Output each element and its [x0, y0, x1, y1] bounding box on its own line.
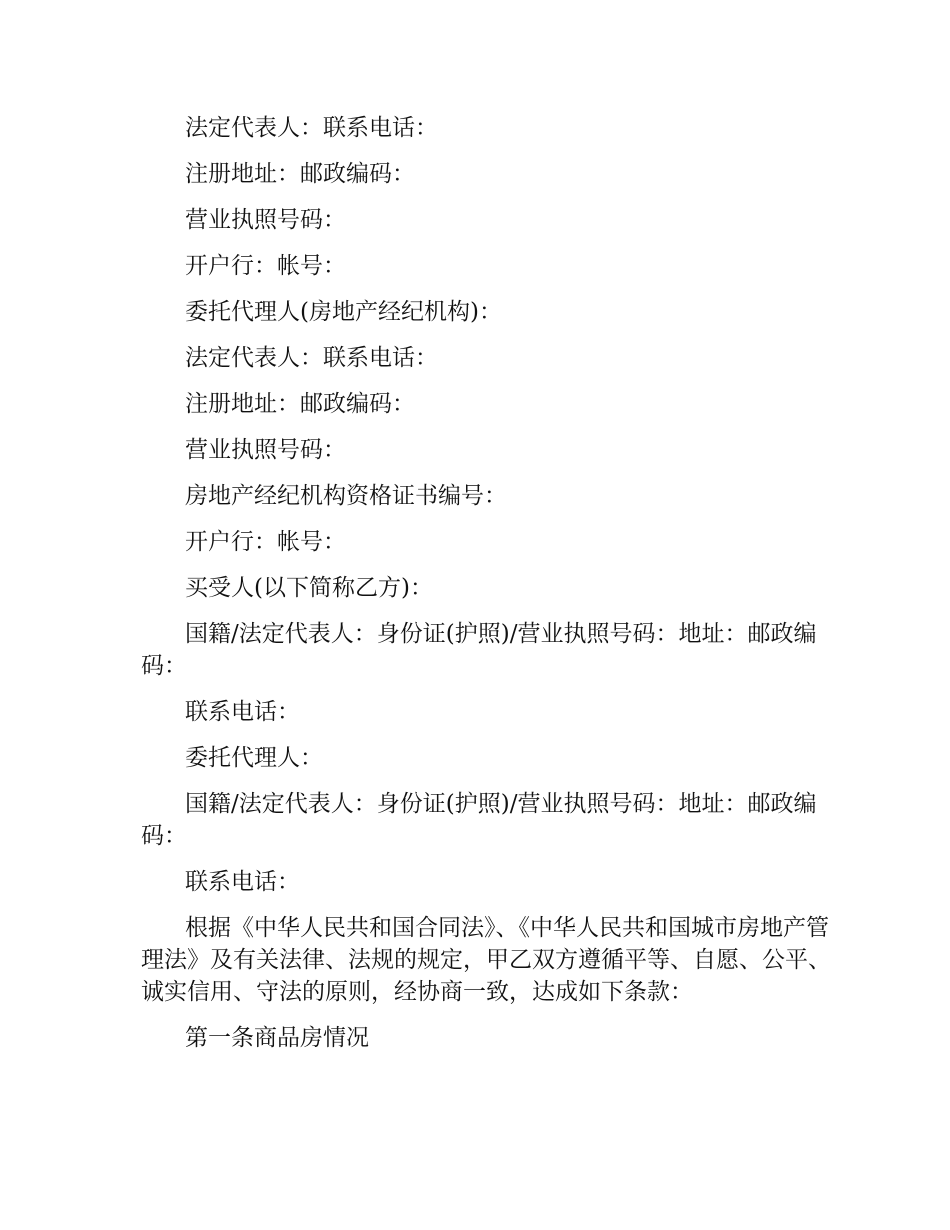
- article-one-heading: 第一条商品房情况: [185, 1025, 369, 1051]
- buyer-heading-line: 买受人(以下简称乙方)：: [185, 575, 433, 601]
- buyer-agent-phone-line: 联系电话：: [185, 869, 300, 895]
- agent-legal-rep-line: 法定代表人：联系电话：: [185, 345, 438, 371]
- agent-license-line: 营业执照号码：: [185, 437, 346, 463]
- seller-bank-line: 开户行：帐号：: [185, 253, 346, 279]
- contract-preamble: 根据《中华人民共和国合同法》、《中华人民共和国城市房地产管理法》及有关法律、法规的规定，甲乙双方遵循平等、自愿、公平、诚实信用、守法的原则，经协商一致，达成如下条款：: [141, 915, 831, 1005]
- agent-cert-line: 房地产经纪机构资格证书编号：: [185, 483, 507, 509]
- seller-address-line: 注册地址：邮政编码：: [185, 161, 415, 187]
- seller-license-line: 营业执照号码：: [185, 207, 346, 233]
- buyer-agent-identity-line: 国籍/法定代表人：身份证(护照)/营业执照号码：地址：邮政编码：: [141, 791, 817, 849]
- agent-bank-line: 开户行：帐号：: [185, 529, 346, 555]
- document-page: [141, 112, 831, 1068]
- buyer-agent-heading-line: 委托代理人：: [185, 745, 323, 771]
- agent-address-line: 注册地址：邮政编码：: [185, 391, 415, 417]
- buyer-identity-line: 国籍/法定代表人：身份证(护照)/营业执照号码：地址：邮政编码：: [141, 621, 817, 679]
- agent-heading-line: 委托代理人(房地产经纪机构)：: [185, 299, 502, 325]
- buyer-phone-line: 联系电话：: [185, 699, 300, 725]
- seller-legal-rep-line: 法定代表人：联系电话：: [185, 115, 438, 141]
